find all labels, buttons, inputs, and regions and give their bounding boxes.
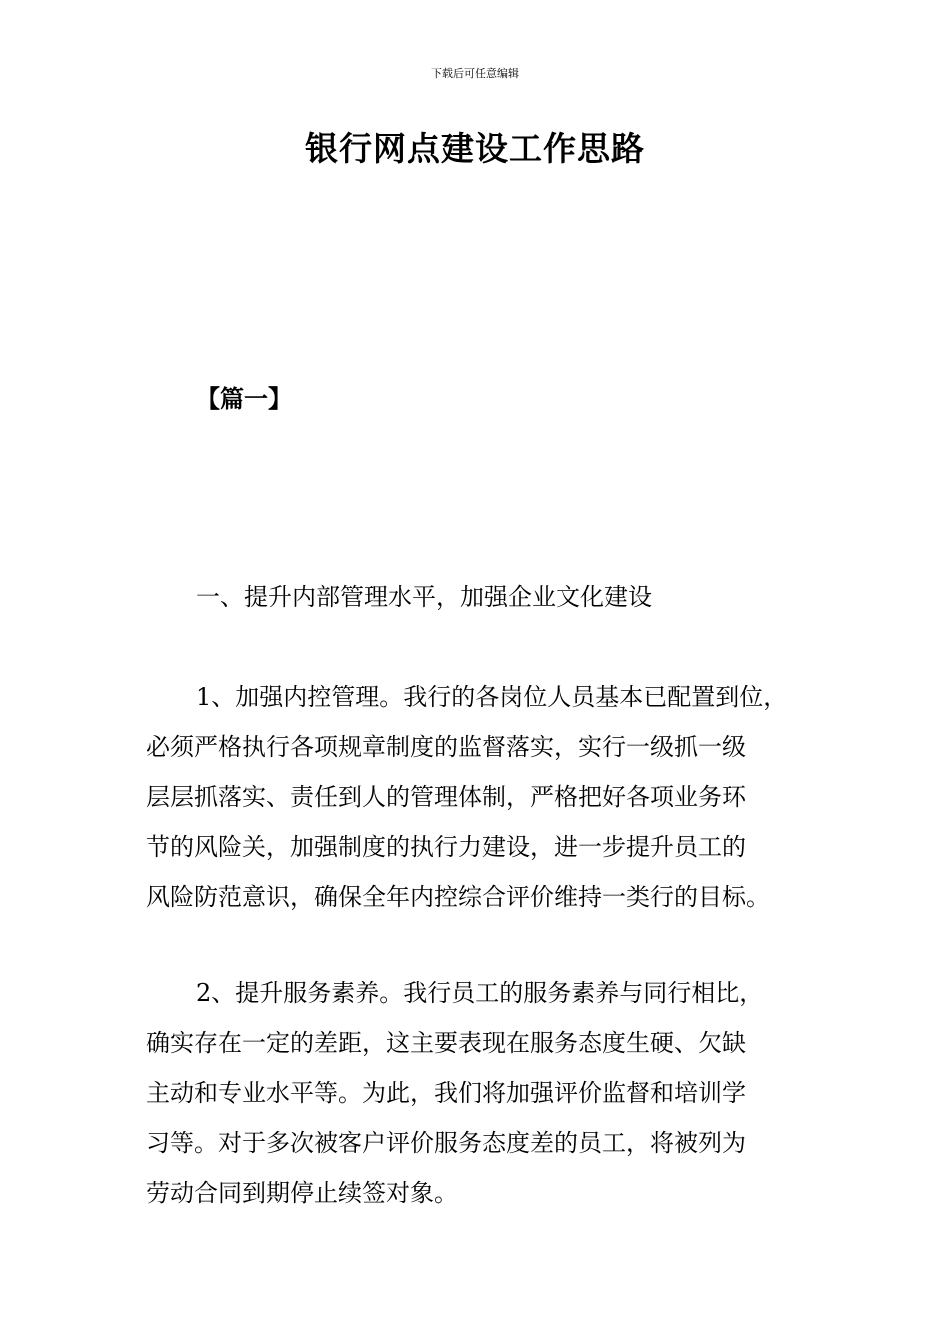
paragraph-line: 节的风险关，加强制度的执行力建设，进一步提升员工的 [146,833,746,861]
paragraph-line: 确实存在一定的差距，这主要表现在服务态度生硬、欠缺 [146,1029,746,1057]
part-label: 【篇一】 [196,385,292,413]
paragraph-line: 风险防范意识，确保全年内控综合评价维持一类行的目标。 [146,883,770,911]
paragraph-line: 1、加强内控管理。我行的各岗位人员基本已配置到位， [196,683,788,711]
paragraph-line: 层层抓落实、责任到人的管理体制，严格把好各项业务环 [146,783,746,811]
paragraph-line: 劳动合同到期停止续签对象。 [146,1179,458,1207]
paragraph-line: 习等。对于多次被客户评价服务态度差的员工，将被列为 [146,1129,746,1157]
paragraph-line: 主动和专业水平等。为此，我们将加强评价监督和培训学 [146,1079,746,1107]
section-heading: 一、提升内部管理水平，加强企业文化建设 [196,583,652,611]
paragraph-line: 必须严格执行各项规章制度的监督落实，实行一级抓一级 [146,733,746,761]
paragraph-service-quality [146,968,836,1218]
document-title: 银行网点建设工作思路 [305,129,645,168]
paragraph-internal-control [146,672,836,922]
header-note: 下载后可任意编辑 [431,67,519,80]
paragraph-line: 2、提升服务素养。我行员工的服务素养与同行相比， [196,979,764,1007]
